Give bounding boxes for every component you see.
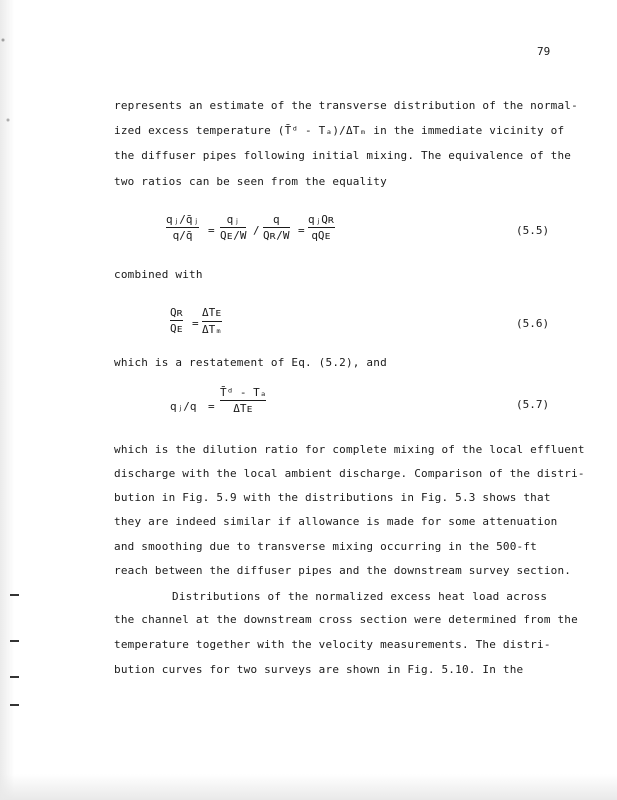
text-line: and smoothing due to transverse mixing occurring in the 500-ft xyxy=(114,540,537,553)
text-line: which is a restatement of Eq. (5.2), and xyxy=(114,356,387,369)
eq55-equals-2: = xyxy=(298,224,305,237)
text-line: bution in Fig. 5.9 with the distributions in Fig. 5.3 shows that xyxy=(114,491,551,504)
text-line: which is the dilution ratio for complete mixing of the local effluent xyxy=(114,443,585,456)
fraction-bar xyxy=(166,227,199,228)
eq55-f4-denominator: qQᴇ xyxy=(311,229,332,242)
eq55-fraction-3 xyxy=(263,213,290,242)
scan-edge-bottom xyxy=(0,774,617,800)
equation-number: (5.5) xyxy=(516,224,550,237)
eq55-fraction-1 xyxy=(166,213,199,242)
text-line: the diffuser pipes following initial mixing. The equivalence of the xyxy=(114,149,572,162)
eq57-lhs: qⱼ/q xyxy=(170,400,197,413)
edge-mark xyxy=(10,640,19,642)
text-line: Distributions of the normalized excess heat load across xyxy=(172,590,548,603)
eq55-f1-numerator: qⱼ/q̄ⱼ xyxy=(166,213,200,226)
text-line: two ratios can be seen from the equality xyxy=(114,175,387,188)
eq56-equals: = xyxy=(192,317,199,330)
fraction-bar xyxy=(202,321,222,322)
scan-edge-left xyxy=(0,0,14,800)
edge-mark xyxy=(10,676,19,678)
eq55-slash: / xyxy=(253,224,260,237)
fraction-bar xyxy=(263,227,290,228)
eq55-f2-denominator: Qᴇ/W xyxy=(220,229,247,242)
eq57-numerator: T̄ᵈ - Tₐ xyxy=(220,386,267,399)
eq55-f4-numerator: qⱼQʀ xyxy=(308,213,335,226)
page-number: 79 xyxy=(537,45,551,58)
fraction-bar xyxy=(220,400,266,401)
eq55-f3-numerator: q xyxy=(272,213,280,226)
eq56-fraction-1 xyxy=(170,306,183,336)
text-line: they are indeed similar if allowance is made for some attenuation xyxy=(114,515,558,528)
edge-mark xyxy=(10,594,19,596)
eq55-f2-numerator: qⱼ xyxy=(226,213,240,226)
fraction-bar xyxy=(170,320,183,321)
text-line: temperature together with the velocity measurements. The distri- xyxy=(114,638,551,651)
text-line: bution curves for two surveys are shown in Fig. 5.10. In the xyxy=(114,663,524,676)
equation-number: (5.7) xyxy=(516,398,550,411)
eq56-f2-numerator: ΔTᴇ xyxy=(202,306,222,319)
edge-mark xyxy=(10,704,19,706)
eq57-equals: = xyxy=(208,400,215,413)
eq55-fraction-2 xyxy=(220,213,246,243)
eq57-denominator: ΔTᴇ xyxy=(233,402,254,415)
text-line: combined with xyxy=(114,268,203,281)
fraction-bar xyxy=(220,227,246,228)
text-line: represents an estimate of the transverse distribution of the normal- xyxy=(114,99,578,112)
eq55-f3-denominator: Qʀ/W xyxy=(263,229,290,242)
eq57-fraction xyxy=(220,386,266,416)
eq56-f2-denominator: ΔTₘ xyxy=(202,323,222,336)
text-line: discharge with the local ambient discharge. Comparison of the distri- xyxy=(114,467,585,480)
eq55-fraction-4 xyxy=(308,213,335,243)
eq56-f1-denominator: Qᴇ xyxy=(170,322,184,335)
eq55-equals-1: = xyxy=(208,224,215,237)
text-line: the channel at the downstream cross section were determined from the xyxy=(114,613,578,626)
text-line: reach between the diffuser pipes and the downstream survey section. xyxy=(114,564,572,577)
eq56-fraction-2 xyxy=(202,306,222,336)
text-line: ized excess temperature (T̄ᵈ - Tₐ)/ΔTₘ in the immediate vicinity of xyxy=(114,124,565,137)
fraction-bar xyxy=(308,227,335,228)
eq55-f1-denominator: q/q̄ xyxy=(172,229,193,242)
eq56-f1-numerator: Qʀ xyxy=(170,306,184,319)
equation-number: (5.6) xyxy=(516,317,550,330)
